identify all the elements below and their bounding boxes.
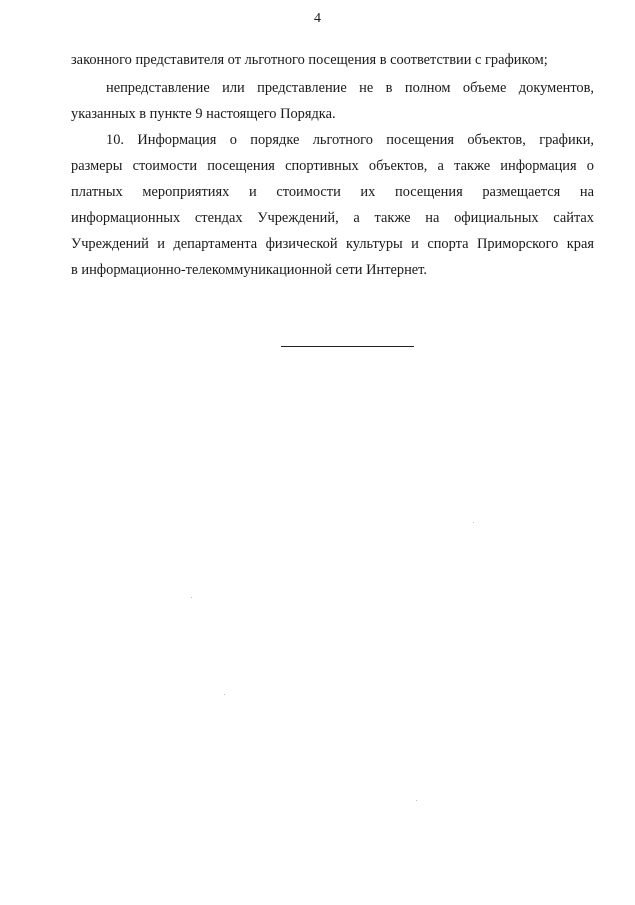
text-line: непредставление или представление не в полном объеме документов, xyxy=(106,80,594,96)
scan-speck xyxy=(416,800,417,801)
scan-speck xyxy=(191,597,192,598)
paragraph-10-first-line: 10. Информация о порядке льготного посещения объектов, графики, xyxy=(106,132,594,148)
text-line: размеры стоимости посещения спортивных объектов, а также информация о xyxy=(71,158,594,174)
text-line: указанных в пункте 9 настоящего Порядка. xyxy=(71,106,336,122)
scan-speck xyxy=(473,522,474,523)
text-line: платных мероприятиях и стоимости их посещения размещается на xyxy=(71,184,594,200)
text-line: законного представителя от льготного посещения в соответствии с графиком; xyxy=(71,52,548,68)
scan-speck xyxy=(224,694,225,695)
page-number: 4 xyxy=(314,11,321,26)
text-line: информационных стендах Учреждений, а также на официальных сайтах xyxy=(71,210,594,226)
text-line: в информационно-телекоммуникационной сети Интернет. xyxy=(71,262,427,278)
text-line: Учреждений и департамента физической культуры и спорта Приморского края xyxy=(71,236,594,252)
end-separator-line xyxy=(281,346,414,347)
